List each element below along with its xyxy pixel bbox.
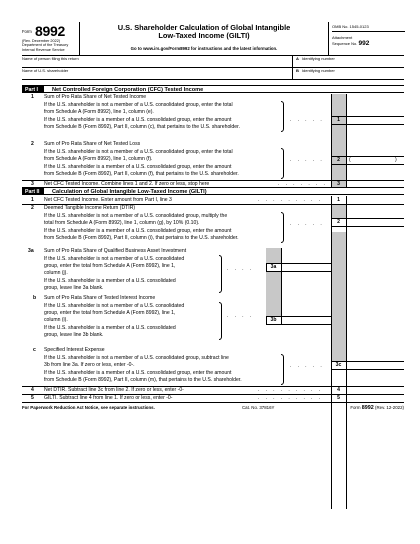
p2-line2-box: 2 [337,219,340,225]
service: Internal Revenue Service [22,47,65,52]
part1-label: Part I [22,86,44,93]
part2-label: Part II [22,188,44,195]
form-revision: (Rev. December 2022) [22,39,61,43]
filer-id-label: Identifying number [301,56,335,61]
p2-line3a-text: column (j). [44,270,68,276]
p1-line1-text: from Schedule B (Form 8992), Part II, column (c), that pertains to the U.S. shareholder. [44,124,240,130]
p1-line2-text: from Schedule A (Form 8992), line 1, column (f). [44,156,153,162]
form-id-block [22,22,80,56]
p1-line1-box: 1 [337,117,340,123]
leader-dots: . . . . [227,313,254,319]
p2-line3a-brace [219,255,222,293]
p2-line3b-text: If the U.S. shareholder is a member of a U.S. consolidated [44,325,176,331]
part2-col-divider [331,196,332,509]
part1-header [22,85,404,93]
box-rule [266,271,331,272]
p2-line2-brace [281,212,284,243]
form-header [22,22,404,56]
p2-line1-text: Net CFC Tested Income. Enter amount from Part I, line 3 [44,197,172,203]
sequence-number: 992 [358,40,370,47]
p2-line3c-number: c [33,347,36,353]
p1-line2-box: 2 [337,157,340,163]
form-title-line2: Low-Taxed Income (GILTI) [158,31,250,41]
p2-line2-text: total from Schedule A (Form 8992), line 1, column (g), by 10% (0.10). [44,220,200,226]
p1-line2-number: 2 [31,141,34,147]
p2-line3b-text: If the U.S. shareholder is not a member of a U.S. consolidated [44,303,185,309]
p2-line3c-brace [281,354,284,385]
instructions-link[interactable]: Go to www.irs.gov/Form8992 for instructions and the latest information. [130,46,278,51]
p2-line3a-text: If the U.S. shareholder is a member of a U.S. consolidated [44,278,176,284]
footer-revision: (Rev. 12-2022) [375,404,404,410]
p2-line3b-text: group, enter the total from Schedule A (Form 8992), line 1, [44,310,176,316]
part2-title: Calculation of Global Intangible Low-Taxed Income (GILTI) [52,188,207,195]
p1-line2-text: from Schedule B (Form 8992), Part II, column (f), that pertains to the U.S. shareholder. [44,171,239,177]
p2-line3b-number: b [33,295,37,301]
leader-dots: . . . . . [290,363,325,369]
box-rule [331,226,404,227]
filer-name-row [22,56,404,68]
p2-line3a-text: If the U.S. shareholder is not a member of a U.S. consolidated [44,256,185,262]
leader-dots: . . . . [227,266,254,272]
p1-line1-amount-field[interactable] [346,116,404,124]
p2-line2-heading: Deemed Tangible Income Return (DTIR) [44,205,136,211]
p2-line4-text: Net DTIR. Subtract line 3c from line 2. If zero or less, enter -0- [44,387,184,393]
omb-number: OMB No. 1545-0123 [332,22,405,32]
leader-dots: . . . . . . . . . [258,395,323,401]
shareholder-name-row [22,68,404,80]
catalog-number: Cat. No. 37816Y [242,404,275,410]
part1-col-divider [331,94,332,187]
p1-line2-close-paren: ) [395,157,397,163]
p2-line2-text: from Schedule B (Form 8992), Part II, column (i), that pertains to the U.S. shareholder. [44,235,239,241]
p2-line3b-heading: Sum of Pro Rata Share of Tested Interest Income [44,295,156,301]
p1-line2-heading: Sum of Pro Rata Share of Net Tested Loss [44,141,141,147]
p2-line2-number: 2 [31,205,34,211]
part2-grey-subcol [266,248,281,263]
form-title-line1: U.S. Shareholder Calculation of Global Intangible [117,23,291,32]
p2-line3a-text: group, enter the total from Schedule A (Form 8992), line 1, [44,263,176,269]
p2-line3c-box: 3c [335,362,342,368]
p1-line2-open-paren: ( [349,157,351,163]
p2-line3b-text: group, leave line 3b blank. [44,332,104,338]
p2-line3a-heading: Sum of Pro Rata Share of Qualified Business Asset Investment [44,248,187,254]
p1-line2-text: If the U.S. shareholder is not a member of a U.S. consolidated group, enter the total [44,149,233,155]
leader-dots: . . . . . [290,117,325,123]
shareholder-id-label: Identifying number [301,68,335,73]
p2-line5-text: GILTI. Subtract line 4 from line 1. If zero or less, enter -0- [44,395,173,401]
form-word: Form [22,29,32,34]
leader-dots: . . . . . [290,221,325,227]
box-rule [331,164,404,165]
part2-grey-col [331,232,346,361]
p1-line1-number: 1 [31,94,34,100]
p2-line4-number: 4 [31,387,34,393]
box-rule [281,316,282,324]
p2-line1-number: 1 [31,197,34,203]
attachment-sequence [332,35,369,48]
title-block [80,22,328,56]
form-number: 8992 [35,23,65,39]
part1-grey-col [331,94,346,187]
p2-line3b-brace [219,302,222,340]
footer-form-number: 8992 [361,404,374,411]
p1-line2-brace [281,148,284,179]
shareholder-name-label: Name of U.S. shareholder [22,68,69,73]
p2-line3b-text: column (i). [44,317,68,323]
part2-grey-subcol [266,271,281,316]
p1-line1-text: If the U.S. shareholder is a member of a U.S. consolidated group, enter the amount [44,117,232,123]
p1-line3-text: Net CFC Tested Income. Combine lines 1 and 2. If zero or less, stop here [44,181,210,187]
p2-line3a-box: 3a [270,264,277,270]
p1-line1-text: from Schedule A (Form 8992), line 1, column (e). [44,109,154,115]
leader-dots: . . . . . . . . . [258,387,323,393]
filer-name-label: Name of person filing this return [22,56,79,61]
p2-line3c-text: from Schedule B (Form 8992), Part II, column (m), that pertains to the U.S. shareholder. [44,377,242,383]
p2-line2-text: If the U.S. shareholder is not a member of a U.S. consolidated group, multiply the [44,213,228,219]
footer-form-id [350,405,404,411]
p2-line2-text: If the U.S. shareholder is a member of a U.S. consolidated group, enter the amount [44,228,232,234]
p2-line1-box: 1 [337,197,340,203]
leader-dots: . . . . . [290,157,325,163]
part2-grey-col [331,205,346,218]
box-rule [281,248,282,316]
p1-line1-text: If the U.S. shareholder is not a member of a U.S. consolidated group, enter the total [44,102,233,108]
p2-line4-box: 4 [337,387,340,393]
shareholder-id-letter: B [296,68,299,73]
form-title [80,24,328,41]
box-rule [266,324,331,325]
filer-id-letter: A [296,56,299,61]
p2-line3a-number: 3a [28,248,34,254]
department: Department of the Treasury [22,43,69,48]
omb-block [328,22,404,56]
leader-dots: . . . . . . . [278,181,328,187]
part1-title: Net Controlled Foreign Corporation (CFC) Tested Income [52,86,204,93]
leader-dots: . . . . . . . . . [258,197,323,203]
box-rule [331,124,404,125]
p2-line3a-text: group, leave line 3a blank. [44,285,104,291]
footer-form-word: Form [350,404,361,410]
p1-line2-text: If the U.S. shareholder is a member of a U.S. consolidated group, enter the amount [44,164,232,170]
part1-col-divider [346,94,347,187]
box-rule [331,369,404,370]
p2-line5-number: 5 [31,395,34,401]
p1-line1-brace [281,101,284,132]
shareholder-id-field[interactable] [292,68,404,80]
p1-line1-heading: Sum of Pro Rata Share of Net Tested Income [44,94,147,100]
p1-line3-box: 3 [337,181,340,187]
p2-line3b-box: 3b [270,317,277,323]
p2-line3c-text: 3b from line 3a. If zero or less, enter -0-. [44,362,135,368]
p2-line3c-text: If the U.S. shareholder is not a member of a U.S. consolidated group, subtract line [44,355,229,361]
p1-line3-number: 3 [31,181,34,187]
p2-line3c-heading: Specified Interest Expense [44,347,105,353]
p2-line5-box: 5 [337,395,340,401]
form-footer [22,402,404,411]
part2-header [22,187,404,195]
paperwork-notice: For Paperwork Reduction Act Notice, see separate instructions. [22,404,155,410]
attachment-label: Attachment [332,35,353,40]
part2-col-divider [346,196,347,509]
p2-line3c-text: If the U.S. shareholder is a member of a U.S. consolidated group, enter the amount [44,370,232,376]
form-revision-block [22,39,80,52]
sequence-label: Sequence No. [332,41,358,46]
filer-id-field[interactable] [292,56,404,68]
